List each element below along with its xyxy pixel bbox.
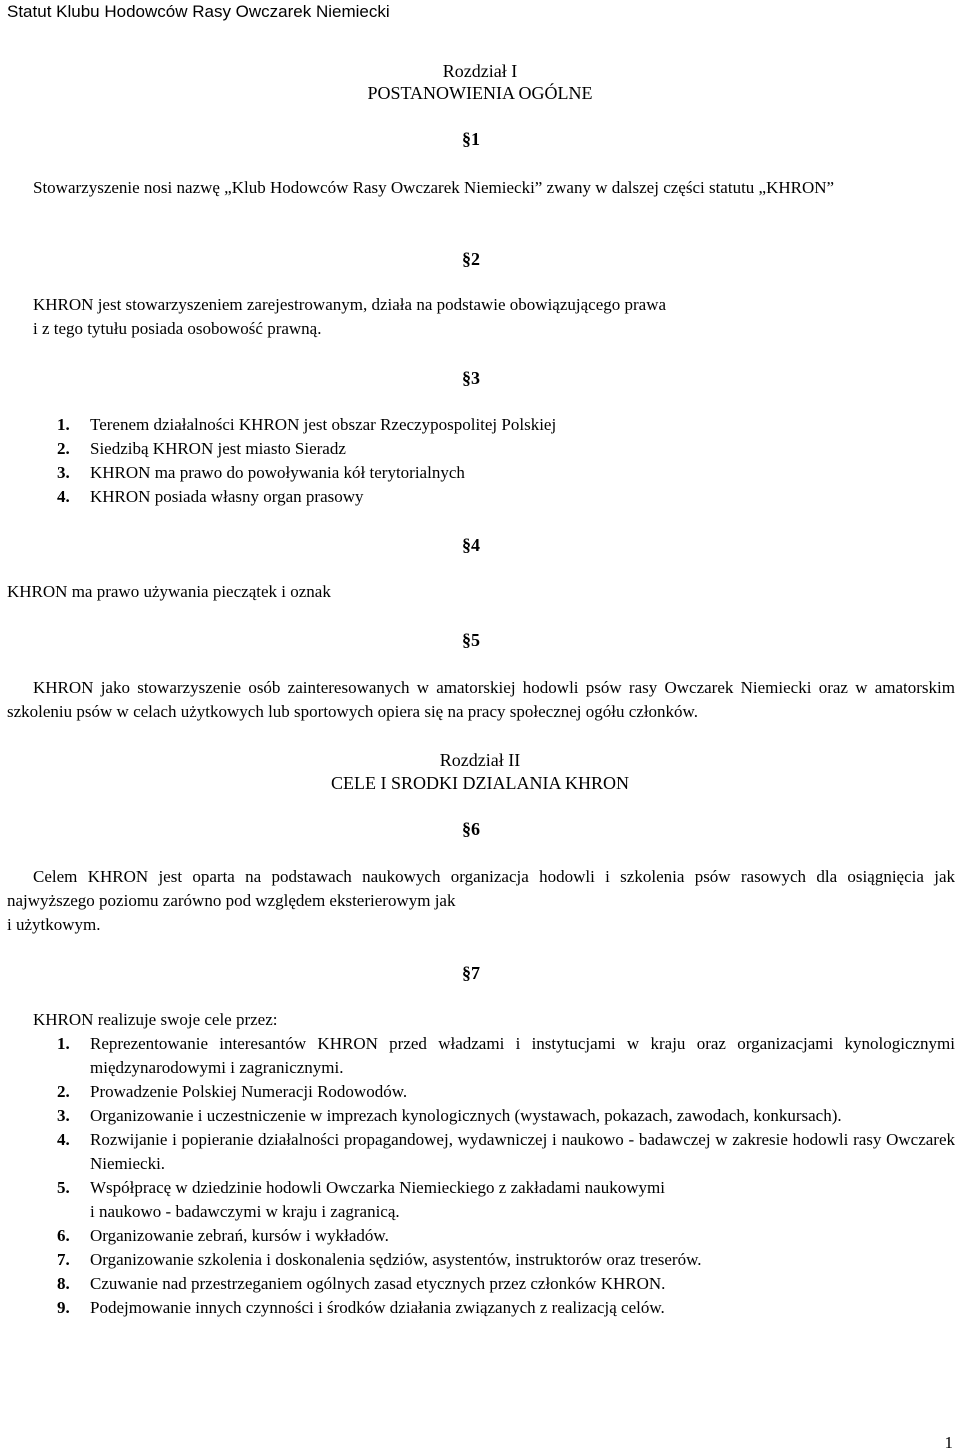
item-number: 5. [57,1178,70,1197]
list-item [57,1128,955,1176]
list-item [57,1080,955,1104]
list-item [57,1032,955,1080]
item-number: 2. [57,1082,70,1101]
item-text: Podejmowanie innych czynności i środków działania związanych z realizacją celów. [90,1298,665,1317]
list-item [57,1104,955,1128]
list-item [57,1176,955,1224]
list-item [57,1248,955,1272]
item-text: KHRON ma prawo do powoływania kół terytorialnych [90,463,465,482]
section-sign: §3 [462,368,480,388]
item-text: Współpracę w dziedzinie hodowli Owczarka Niemieckiego z zakładami naukowymi [90,1178,665,1197]
section-sign: §1 [462,129,480,149]
item-text: Prowadzenie Polskiej Numeracji Rodowodów. [90,1082,408,1101]
paragraph-line: KHRON jest stowarzyszeniem zarejestrowanym, działa na podstawie obowiązującego prawa [33,295,667,314]
list-item [57,1296,955,1320]
chapter-title: CELE I SRODKI DZIALANIA KHRON [331,773,629,793]
list-item [57,413,937,437]
section-sign: §2 [462,249,480,269]
list-intro: KHRON realizuje swoje cele przez: [33,1010,278,1029]
numbered-list [57,413,937,509]
item-text: Czuwanie nad przestrzeganiem ogólnych zasad etycznych przez członków KHRON. [90,1274,666,1293]
document-header: Statut Klubu Hodowców Rasy Owczarek Niemiecki [7,2,390,21]
item-number: 3. [57,463,70,482]
section-sign: §6 [462,819,480,839]
section-sign: §7 [462,963,480,983]
list-item [57,485,937,509]
item-number: 4. [57,1130,70,1149]
chapter-label: Rozdział I [442,61,518,81]
item-text: Organizowanie szkolenia i doskonalenia sędziów, asystentów, instruktorów oraz treserów. [90,1250,702,1269]
section-sign: §5 [462,630,480,650]
item-text: Organizowanie zebrań, kursów i wykładów. [90,1226,389,1245]
chapter-label: Rozdział II [439,750,521,770]
item-number: 1. [57,415,70,434]
item-text: Organizowanie i uczestniczenie w imprezach kynologicznych (wystawach, pokazach, zawodach, konkursach). [90,1106,842,1125]
item-text: Reprezentowanie interesantów KHRON przed władzami i instytucjami w kraju oraz organizacjami kynologicznymi międzynarodowymi i zagranicznymi. [90,1034,955,1077]
item-text: Terenem działalności KHRON jest obszar Rzeczypospolitej Polskiej [90,415,557,434]
page-number: 1 [944,1433,953,1452]
item-text-continued: i naukowo - badawczymi w kraju i zagranicą. [90,1202,400,1221]
list-item [57,437,937,461]
chapter-title: POSTANOWIENIA OGÓLNE [367,83,593,103]
item-text: Rozwijanie i popieranie działalności propagandowej, wydawniczej i naukowo - badawczej w zakresie hodowli rasy Owczarek Niemiecki. [90,1130,955,1173]
paragraph-line: i użytkowym. [7,915,101,934]
numbered-list [57,1032,955,1320]
section-sign: §4 [462,535,480,555]
paragraph-line: i z tego tytułu posiada osobowość prawną. [33,319,322,338]
item-text: KHRON posiada własny organ prasowy [90,487,364,506]
paragraph: Stowarzyszenie nosi nazwę „Klub Hodowców Rasy Owczarek Niemiecki” zwany w dalszej części statutu „KHRON” [33,178,835,197]
list-item [57,1272,955,1296]
item-number: 9. [57,1298,70,1317]
paragraph: KHRON jako stowarzyszenie osób zainteresowanych w amatorskiej hodowli psów rasy Owczarek Niemiecki oraz w amatorskim szkoleniu psów w celach użytkowych lub sportowych opiera się na pracy społecznej ogółu członków. [7,678,955,721]
item-number: 2. [57,439,70,458]
item-number: 6. [57,1226,70,1245]
item-number: 8. [57,1274,70,1293]
paragraph: Celem KHRON jest oparta na podstawach naukowych organizacja hodowli i szkolenia psów rasowych dla osiągnięcia jak najwyższego poziomu zarówno pod względem eksterierowym jak [7,867,955,910]
item-number: 7. [57,1250,70,1269]
item-text: Siedzibą KHRON jest miasto Sieradz [90,439,346,458]
list-item [57,461,937,485]
list-item [57,1224,955,1248]
item-number: 4. [57,487,70,506]
paragraph: KHRON ma prawo używania pieczątek i oznak [7,582,331,601]
item-number: 3. [57,1106,70,1125]
item-number: 1. [57,1034,70,1053]
